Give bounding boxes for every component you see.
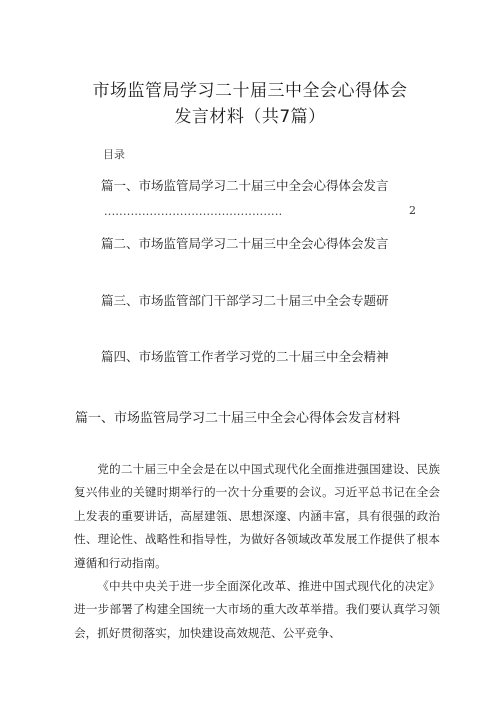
document-title-line-2: 发言材料（共7篇）: [174, 107, 326, 127]
toc-heading: 目录: [103, 148, 125, 161]
document-title-line-1: 市场监管局学习二十届三中全会心得体会: [92, 81, 408, 101]
toc-item-1[interactable]: 篇一、市场监管局学习二十届三中全会心得体会发言: [101, 178, 389, 193]
body-text: [74, 458, 440, 645]
paragraph-1: 党的二十届三中全会是在以中国式现代化全面推进强国建设、民族复兴伟业的关键时期举行的一次十分重要的会议。习近平总书记在全会上发表的重要讲话，高屋建瓴、思想深邃、内涵丰富，具有很强的政治性、理论性、战略性和指导性，为做好各领域改革发展工作提供了根本遵循和行动指南。: [74, 462, 440, 570]
section-heading: 篇一、市场监管局学习二十届三中全会心得体会发言材料: [75, 411, 401, 426]
toc-item-2[interactable]: 篇二、市场监管局学习二十届三中全会心得体会发言: [101, 236, 389, 251]
toc-page-number: 2: [409, 204, 416, 217]
toc-item-4[interactable]: 篇四、市场监管工作者学习党的二十届三中全会精神: [101, 349, 389, 364]
paragraph-2: 《中共中央关于进一步全面深化改革、推进中国式现代化的决定》进一步部署了构建全国统一大市场的重大改革举措。我们要认真学习领会，抓好贯彻落实，加快建设高效规范、公平竞争、: [74, 579, 440, 640]
toc-leader-dots: ...............................................: [104, 205, 283, 218]
toc-item-3[interactable]: 篇三、市场监管部门干部学习二十届三中全会专题研: [101, 293, 389, 308]
